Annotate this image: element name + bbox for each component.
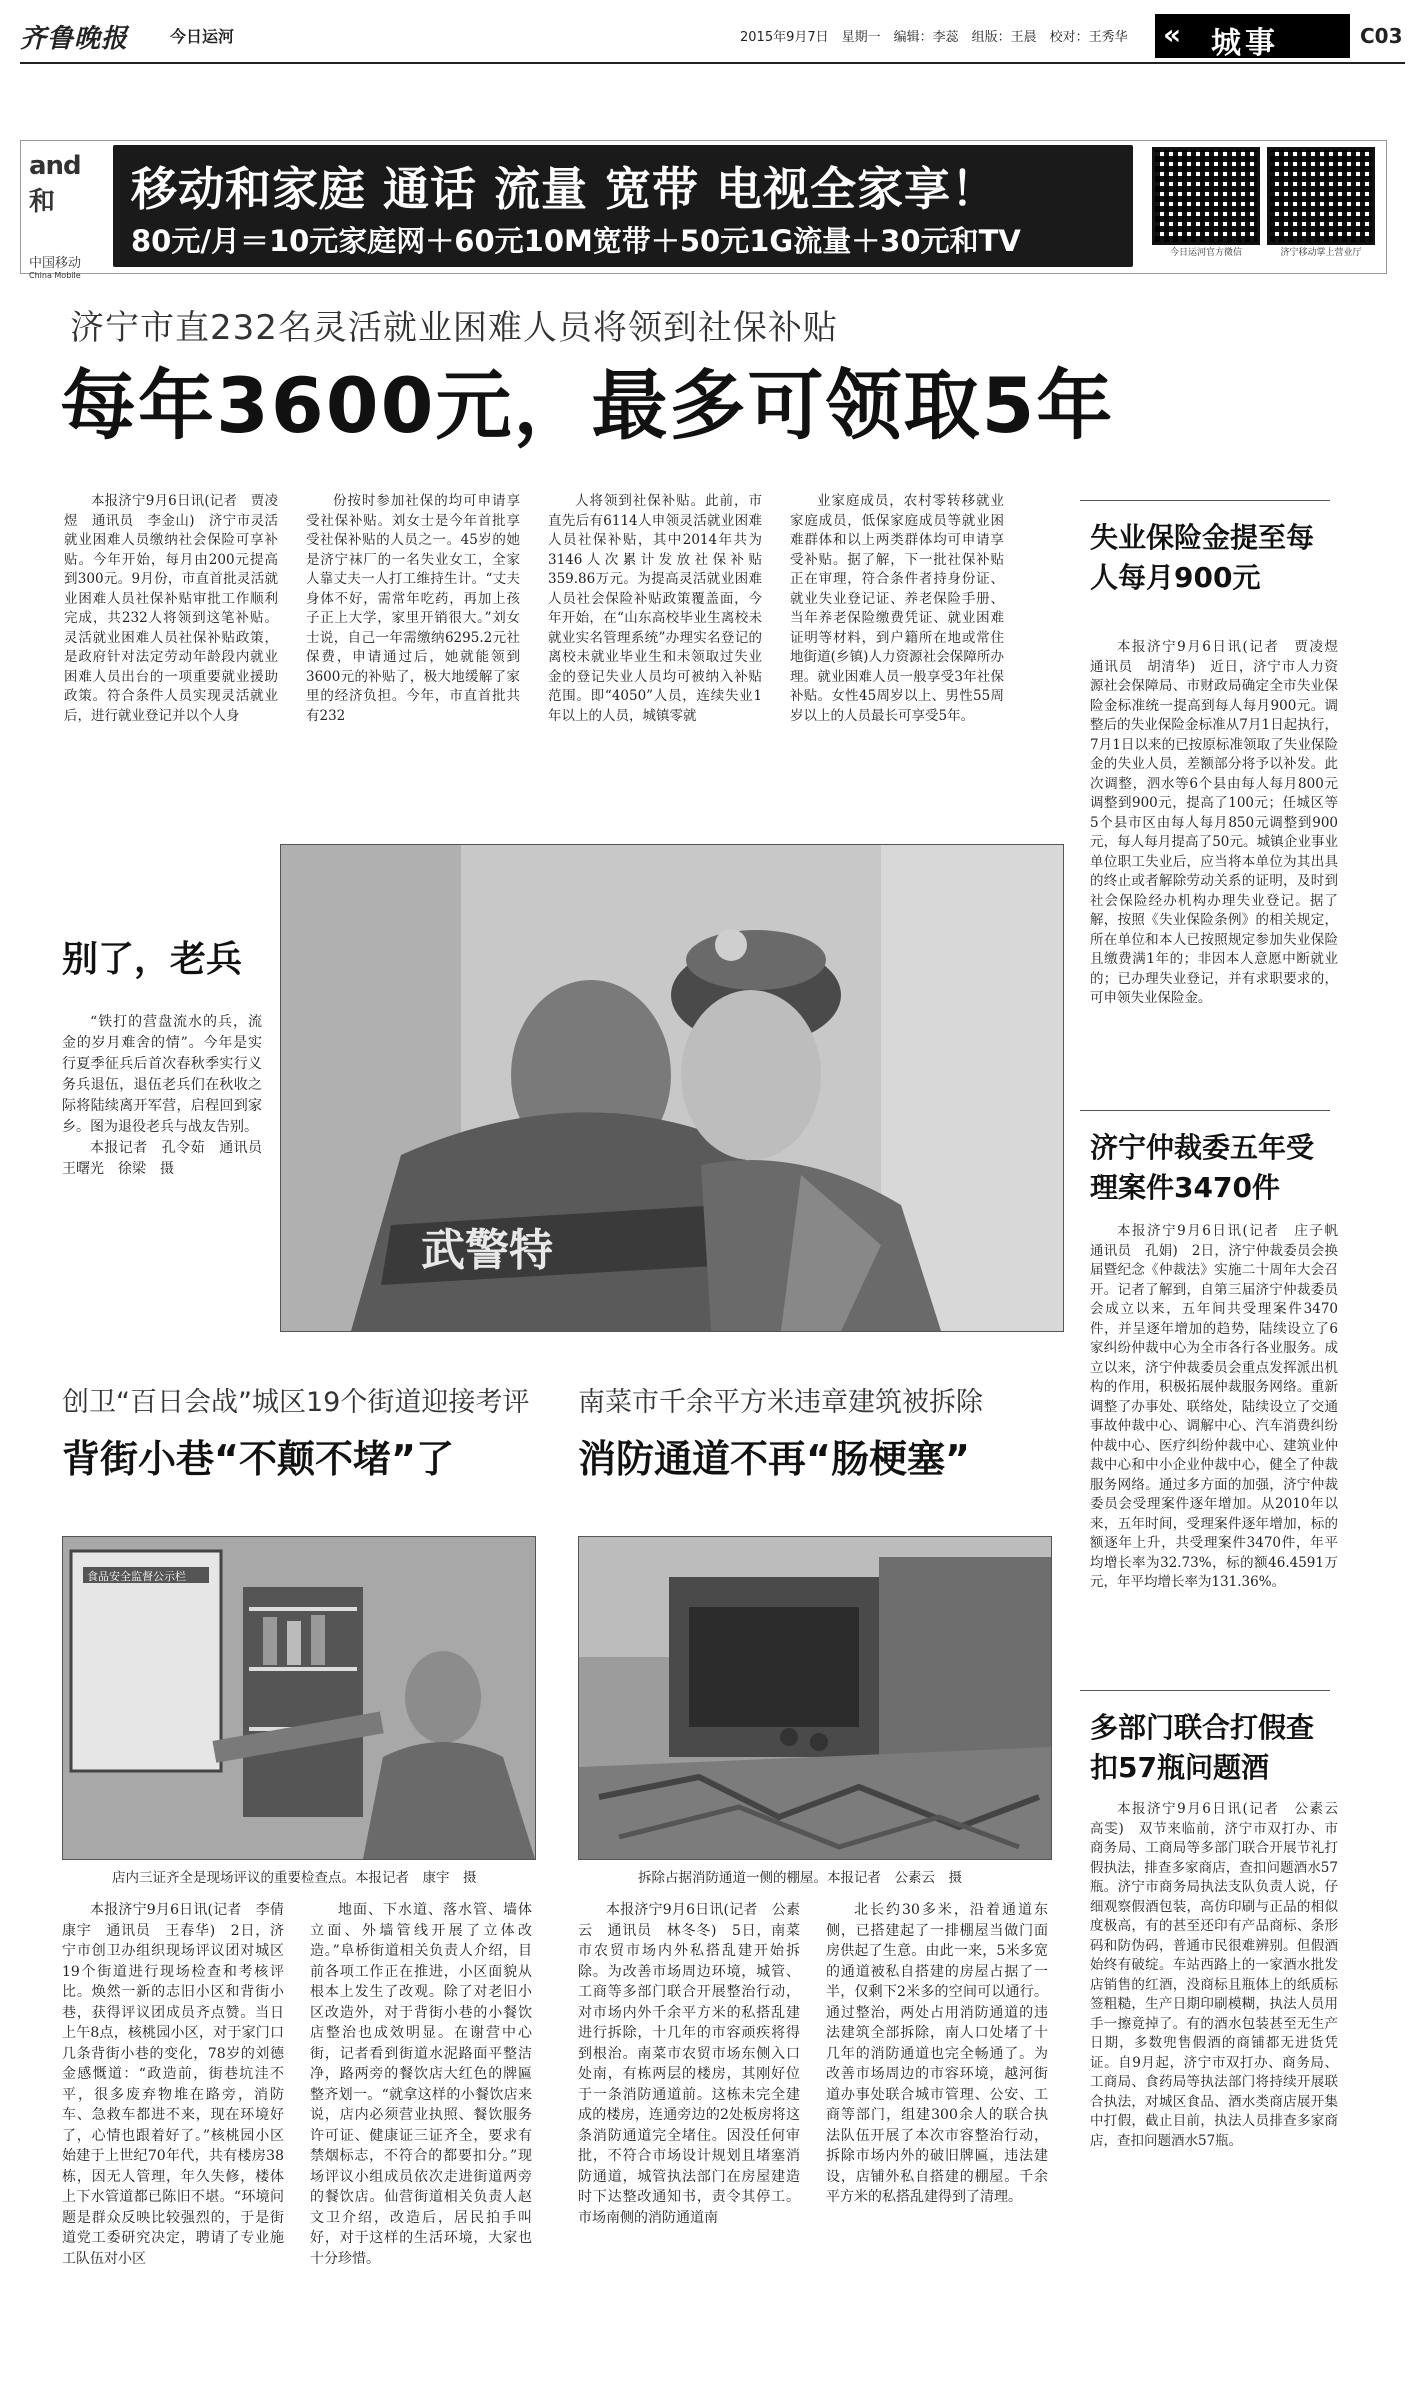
lead-column (306, 492, 520, 726)
story2-paragraph: 地面、下水道、落水管、墙体立面、外墙管线开展了立体改造。”阜桥街道相关负责人介绍，目前各项工作正在推进，小区面貌从根本上发生了改观。除了对老旧小区改造外，对于背街小巷的小餐饮店整治也成效明显。在谢营中心街，记者看到街道水泥路面平整洁净，路两旁的餐饮店大红色的牌匾整齐划一。“就拿这样的小餐饮店来说，店内必须营业执照、餐饮服务许可证、健康证三证齐全，要求有禁烟标志，不符合的都要扣分。”现场评议小组成员依次走进街道两旁的餐饮店。仙营街道相关负责人赵文卫介绍，改造后，居民拍手叫好，对于这样的生活环境，大家也十分珍惜。 (310, 1902, 532, 2267)
lead-kicker: 济宁市直232名灵活就业困难人员将领到社保补贴 (70, 308, 838, 348)
story2-caption: 店内三证齐全是现场评议的重要检查点。本报记者 康宇 摄 (112, 1870, 477, 1886)
qr-mobile-hall[interactable] (1261, 147, 1381, 258)
vest-lettering: 武警特 (421, 1225, 553, 1276)
divider (1080, 1690, 1330, 1691)
divider (1080, 1110, 1330, 1111)
qr-caption: 今日运河官方微信 (1169, 248, 1242, 258)
story3-headline: 消防通道不再“肠梗塞” (578, 1437, 970, 1481)
side-paragraph: 本报济宁9月6日讯(记者 庄子帆 通讯员 孔娟) 2日，济宁仲裁委员会换届暨纪念《仲裁法》实施二十周年大会召开。记者了解到，自第三届济宁仲裁委员会成立以来，五年间共受理案件3470件，并呈逐年增加的趋势，陆续设立了6家纠纷仲裁中心为全市各行各业服务。成立以来，济宁仲裁委员会重点发挥派出机构的作用，积极拓展仲裁服务网络。重新调整了办事处、联络处，陆续设立了交通事故仲裁中心、调解中心、汽车消费纠纷仲裁中心、医疗纠纷仲裁中心、建筑业仲裁中心和中小企业仲裁中心，健全了仲裁服务网络。通过多方面的加强，济宁仲裁委员会受理案件逐年增加。从2010年以来，五年时间，受理案件逐年增加，标的额逐年上升，共受理案件3470件，年平均增长率为32.73%，标的额46.4591万元，年平均增长率为131.36%。 (1090, 1223, 1352, 1590)
lead-headline: 每年3600元，最多可领取5年 (60, 361, 1115, 450)
side-story-1 (1090, 638, 1352, 1009)
page-number: C03 (1360, 24, 1403, 48)
china-mobile-logo (29, 151, 104, 280)
story3-paragraph: 北长约30多米，沿着通道东侧，已搭建起了一排棚屋当做门面房供起了生意。由此一来，5米多宽的通道被私自搭建的房屋占据了一半，仅剩下2米多的空间可以通行。通过整治，两处占用消防通道的违法建筑全部拆除，南人口处堵了十几年的消防通道也完全畅通了。为改善市场周边的市容环境，越河街道办事处联合城市管理、公安、工商等部门，组建300余人的联合执法队伍开展了本次市容整治行动，拆除市场内外的破旧牌匾，违法建设，店铺外私自搭建的棚屋。千余平方米的私搭乱建得到了清理。 (826, 1902, 1048, 2205)
photo-story-caption (62, 1012, 276, 1180)
qr-caption: 济宁移动掌上营业厅 (1280, 248, 1362, 258)
and-logo-mark: and和 (29, 151, 81, 217)
side-headline-2: 济宁仲裁委五年受理案件3470件 (1090, 1131, 1315, 1204)
ad-slogan: 移动和家庭 通话 流量 宽带 电视全家享！ (131, 162, 999, 216)
story2-column (310, 1900, 532, 2269)
lead-paragraph: 人将领到社保补贴。此前，市直先后有6114人申领灵活就业困难人员社保补贴，其中2014年共为3146人次累计发放社保补贴359.86万元。为提高灵活就业困难人员社会保险补贴政策覆盖面，今年开始，在“山东高校毕业生离校未就业实名管理系统”办理实名登记的离校未就业毕业生和未领取过失业金的登记失业人员均可被纳入补贴范围。即“4050”人员，连续失业1年以上的人员，城镇零就 (548, 493, 762, 724)
photo-credit: 本报记者 孔令茹 通讯员 王曙光 徐梁 摄 (62, 1140, 276, 1177)
board-title: 食品安全监督公示栏 (87, 1570, 186, 1583)
side-headline-1: 失业保险金提至每人每月900元 (1090, 521, 1315, 594)
divider (1080, 500, 1330, 501)
photo-story-title: 别了，老兵 (62, 939, 243, 980)
side-paragraph: 本报济宁9月6日讯(记者 公素云 高雯) 双节来临前，济宁市双打办、市商务局、工商局等多部门联合开展节礼打假执法，排查多家商店，查扣问题酒水57瓶。济宁市商务局执法支队负责人说，仔细观察假酒包装，高仿印刷与正品的相似度极高，有的甚至还印有产品商标、条形码和防伪码，普通市民很难辨别。但假酒始终有破绽。车站西路上的一家酒水批发店销售的红酒，没商标且瓶体上的纸质标签粗糙，生产日期印刷模糊，执法人员用手一擦竟掉了。有的酒水包装甚至无生产日期，多数兜售假酒的商铺都无进货凭证。自9月起，济宁市双打办、商务局、工商局、食药局等执法部门将持续开展联合执法，对城区食品、酒水类商店展开集中打假，截止目前，执法人员排查多家商店，查扣问题酒水57瓶。 (1090, 1801, 1352, 2149)
side-paragraph: 本报济宁9月6日讯(记者 贾凌煜 通讯员 胡清华) 近日，济宁市人力资源社会保障局、市财政局确定全市失业保险金标准统一提高到每人每月900元。调整后的失业保险金标准从7月1日起执行，7月1日以来的已按原标准领取了失业保险金的失业人员，差额部分将予以补发。此次调整，泗水等6个县由每人每月800元调整到900元，提高了100元；任城区等5个县市区由每人每月850元调整到900元，每人每月提高了50元。城镇企业事业单位职工失业后，应当将本单位为其出具的终止或者解除劳动关系的证明，及时到社会保险经办机构办理失业登记。据了解，按照《失业保险条例》的相关规定，所在单位和本人已按照规定参加失业保险且缴费满1年的；非因本人意愿中断就业的；已办理失业登记，并有求职要求的，可申领失业保险金。 (1090, 639, 1352, 1006)
double-chevron-icon: « (1163, 18, 1182, 51)
lead-column (548, 492, 762, 726)
lead-paragraph: 业家庭成员，农村零转移就业家庭成员，低保家庭成员等就业困难群体和以上两类群体均可申请享受补贴。据了解，下一批社保补贴正在审理，符合条件者持身份证、就业失业登记证、养老保险手册、当年养老保险缴费凭证、就业困难证明等材料，到户籍所在地或常住地街道(乡镇)人力资源社会保障所办理。就业困难人员一般享受3年社保补贴。女性45周岁以上、男性55周岁以上的人员最长可享受5年。 (790, 493, 1004, 724)
demolition-photo (578, 1536, 1052, 1860)
sub-edition: 今日运河 (170, 27, 235, 46)
lead-column (790, 492, 1004, 726)
story2-column (62, 1900, 298, 2269)
section-badge (1155, 14, 1350, 61)
qr-wechat[interactable] (1146, 147, 1266, 258)
paper-name: 齐鲁晚报 (20, 24, 129, 54)
demolition-illustration (579, 1537, 1051, 1859)
story3-column (578, 1900, 800, 2228)
story3-caption: 拆除占据消防通道一侧的棚屋。本报记者 公素云 摄 (638, 1870, 962, 1886)
veterans-illustration (281, 845, 1063, 1331)
story3-column (826, 1900, 1048, 2208)
story2-paragraph: 本报济宁9月6日讯(记者 李倩 康宇 通讯员 王春华) 2日，济宁市创卫办组织现场评议团对城区19个街道进行现场检查和考核评比。焕然一新的志旧小区和背街小巷，获得评议团成员齐点赞。当日上午8点，核桃园小区，对于家门口几条背街小巷的变化，78岁的刘德金感慨道：“政造前，街巷坑洼不平，很多废弃物堆在路旁，消防车、急救车都进不来，现在环境好了，心情也跟着好了。”核桃园小区始建于上世纪70年代，共有楼房38栋，因无人管理，年久失修，楼体上下水管道都已陈旧不堪。“环境问题是群众反映比较强烈的，于是街道党工委研究决定，聘请了专业施工队伍对小区 (62, 1902, 298, 2267)
masthead (20, 12, 1405, 64)
ad-banner[interactable] (20, 140, 1387, 280)
veterans-farewell-photo (280, 844, 1064, 1332)
lead-column (64, 492, 278, 726)
story2-headline: 背街小巷“不颠不堵”了 (62, 1437, 454, 1481)
qr-code-icon (1152, 147, 1260, 245)
logo-en: China Mobile (29, 271, 81, 280)
side-story-2 (1090, 1222, 1352, 1593)
logo-cn: 中国移动 (29, 256, 82, 271)
caption-text: “铁打的营盘流水的兵，流金的岁月难舍的情”。今年是实行夏季征兵后首次春秋季实行义务兵退伍，退伍老兵们在秋收之际将陆续离开军营，启程回到家乡。图为退役老兵与战友告别。 (62, 1014, 262, 1135)
lead-paragraph: 本报济宁9月6日讯(记者 贾凌煜 通讯员 李金山) 济宁市灵活就业困难人员缴纳社会保险可享补贴。今年开始，每月由200元提高到300元。9月份，市直首批灵活就业困难人员社保补贴审批工作顺利完成，共232人将领到这笔补贴。灵活就业困难人员社保补贴政策，是政府针对法定劳动年龄段内就业困难人员出台的一项重要就业援助政策。符合条件人员实现灵活就业后，进行就业登记并以个人身 (64, 493, 278, 724)
story3-kicker: 南菜市千余平方米违章建筑被拆除 (578, 1387, 983, 1418)
food-safety-board-photo (62, 1536, 536, 1860)
side-story-3 (1090, 1800, 1352, 2151)
story3-paragraph: 本报济宁9月6日讯(记者 公素云 通讯员 林冬冬) 5日，南菜市农贸市场内外私搭乱建开始拆除。为改善市场周边环境，城管、工商等多部门联合开展整治行动，对市场内外千余平方米的私搭乱建进行拆除，十几年的市容顽疾将得到根治。南菜市农贸市场东侧入口处南，有栋两层的楼房，其刚好位于一条消防通道前。这栋未完全建成的楼房，连通旁边的2处板房将这条消防通道完全堵住。因没任何审批，不符合市场设计规划且堵塞消防通道，城管执法部门在房屋建造时下达整改通知书，责令其停工。市场南侧的消防通道南 (578, 1902, 800, 2226)
qr-code-icon (1267, 147, 1375, 245)
ad-price-line: 80元/月＝10元家庭网＋60元10M宽带＋50元1G流量＋30元和TV (131, 224, 1021, 258)
inspection-illustration (63, 1537, 535, 1859)
ad-panel (113, 145, 1133, 267)
lead-paragraph: 份按时参加社保的均可申请享受社保补贴。刘女士是今年首批享受社保补贴的人员之一。45岁的她是济宁袜厂的一名失业女工，全家人靠丈夫一人打工维持生计。“丈夫身体不好，需常年吃药，再加上孩子正上大学，家里开销很大。”刘女士说，自己一年需缴纳6295.2元社保费，申请通过后，她就能领到3600元的补贴了，极大地缓解了家里的经济负担。今年，市直首批共有232 (306, 493, 520, 724)
issue-meta: 2015年9月7日 星期一 编辑：李蕊 组版：王晨 校对：王秀华 (740, 30, 1128, 45)
story2-kicker: 创卫“百日会战”城区19个街道迎接考评 (62, 1387, 530, 1418)
section-name: 城事 (1211, 26, 1279, 61)
side-headline-3: 多部门联合打假查扣57瓶问题酒 (1090, 1711, 1315, 1784)
